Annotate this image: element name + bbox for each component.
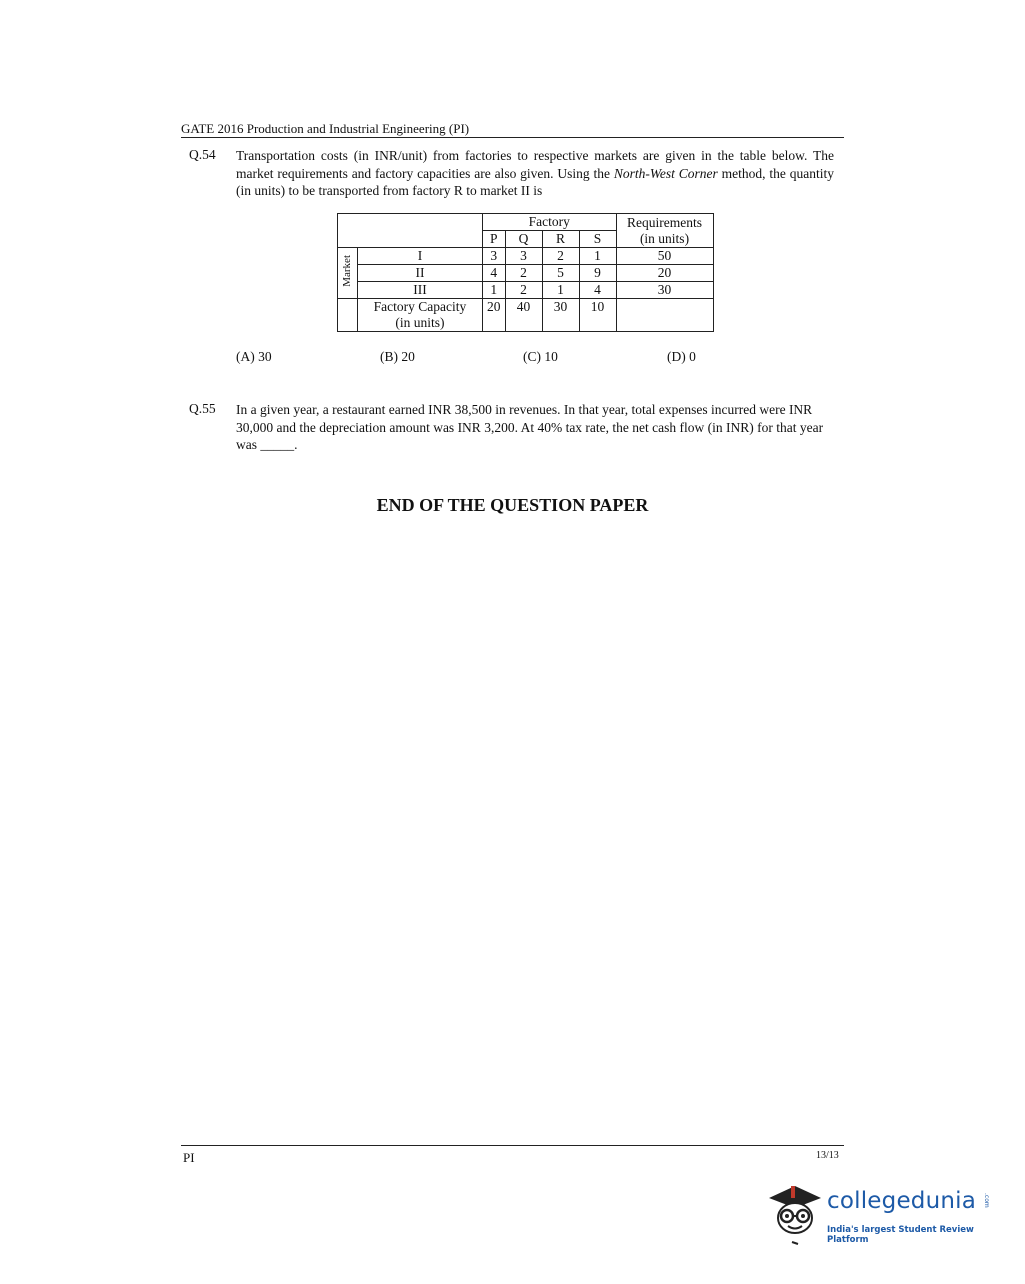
table-empty-corner [338,214,483,248]
market-name: II [357,265,482,282]
capacity-label-line2: (in units) [395,315,445,330]
factory-col-header: P [483,231,506,248]
cost-cell: 4 [579,282,616,299]
factory-col-header: S [579,231,616,248]
requirement-cell: 50 [616,248,713,265]
logo-wordmark: collegedunia [827,1188,977,1214]
collegedunia-logo [765,1178,995,1248]
requirements-header-line1: Requirements [627,214,702,230]
capacity-cell: 40 [505,299,542,332]
capacity-cell: 20 [483,299,506,332]
requirement-cell: 30 [616,282,713,299]
requirement-cell: 20 [616,265,713,282]
footer-page-number: 13/13 [816,1150,839,1161]
market-name: III [357,282,482,299]
factory-header: Factory [483,214,617,231]
market-label-cell [338,248,358,299]
cost-cell: 2 [505,282,542,299]
capacity-requirement-empty [616,299,713,332]
table-row [338,282,714,299]
q55-text: In a given year, a restaurant earned INR 38,500 in revenues. In that year, total expenses incurred were INR 30,000 and the depreciation amount was INR 3,200. At 40% tax rate, the net cash flow (in INR) for that year was _____. [236,402,824,452]
capacity-label [357,299,482,332]
transportation-cost-table [337,213,714,332]
q55-number: Q.55 [189,401,216,416]
end-of-paper-title: END OF THE QUESTION PAPER [376,495,649,515]
factory-col-header: Q [505,231,542,248]
market-label: Market [341,255,354,287]
table-row [338,248,714,265]
cost-cell: 2 [542,248,579,265]
q54-text-after: method, the quantity (in units) to be transported from factory R to market II is [236,165,835,198]
footer-divider [181,1145,844,1146]
cost-cell: 2 [505,265,542,282]
logo-domain-suffix: .com [983,1193,990,1208]
capacity-empty-cell [338,299,358,332]
cost-cell: 3 [505,248,542,265]
q54-option-a: (A) 30 [236,349,272,364]
market-name: I [357,248,482,265]
q54-text-italic: North-West Corner [613,165,718,181]
mascot-icon [765,1178,825,1246]
q54-option-b: (B) 20 [380,349,415,364]
cost-cell: 9 [579,265,616,282]
q54-option-c: (C) 10 [523,349,558,364]
footer-paper-code: PI [183,1150,195,1165]
cost-cell: 4 [483,265,506,282]
table-row [338,265,714,282]
header-divider [181,137,844,138]
q54-text-before: Transportation costs (in INR/unit) from factories to respective markets are given in the table below. The market requirements and factory capacities are also given. Using the [236,148,834,181]
page-header-title: GATE 2016 Production and Industrial Engineering (PI) [181,121,470,136]
q54-number: Q.54 [189,147,216,162]
q54-text [236,147,834,200]
logo-tagline: India's largest Student Review Platform [827,1225,974,1245]
requirements-header [616,214,713,248]
cost-cell: 3 [483,248,506,265]
cost-cell: 1 [542,282,579,299]
factory-col-header: R [542,231,579,248]
capacity-cell: 10 [579,299,616,332]
requirements-header-line2: (in units) [639,230,690,246]
table-row [338,299,714,332]
cost-cell: 1 [579,248,616,265]
cost-cell: 1 [483,282,506,299]
cost-cell: 5 [542,265,579,282]
capacity-label-line1: Factory Capacity [373,299,467,314]
q54-option-d: (D) 0 [667,349,696,364]
capacity-cell: 30 [542,299,579,332]
